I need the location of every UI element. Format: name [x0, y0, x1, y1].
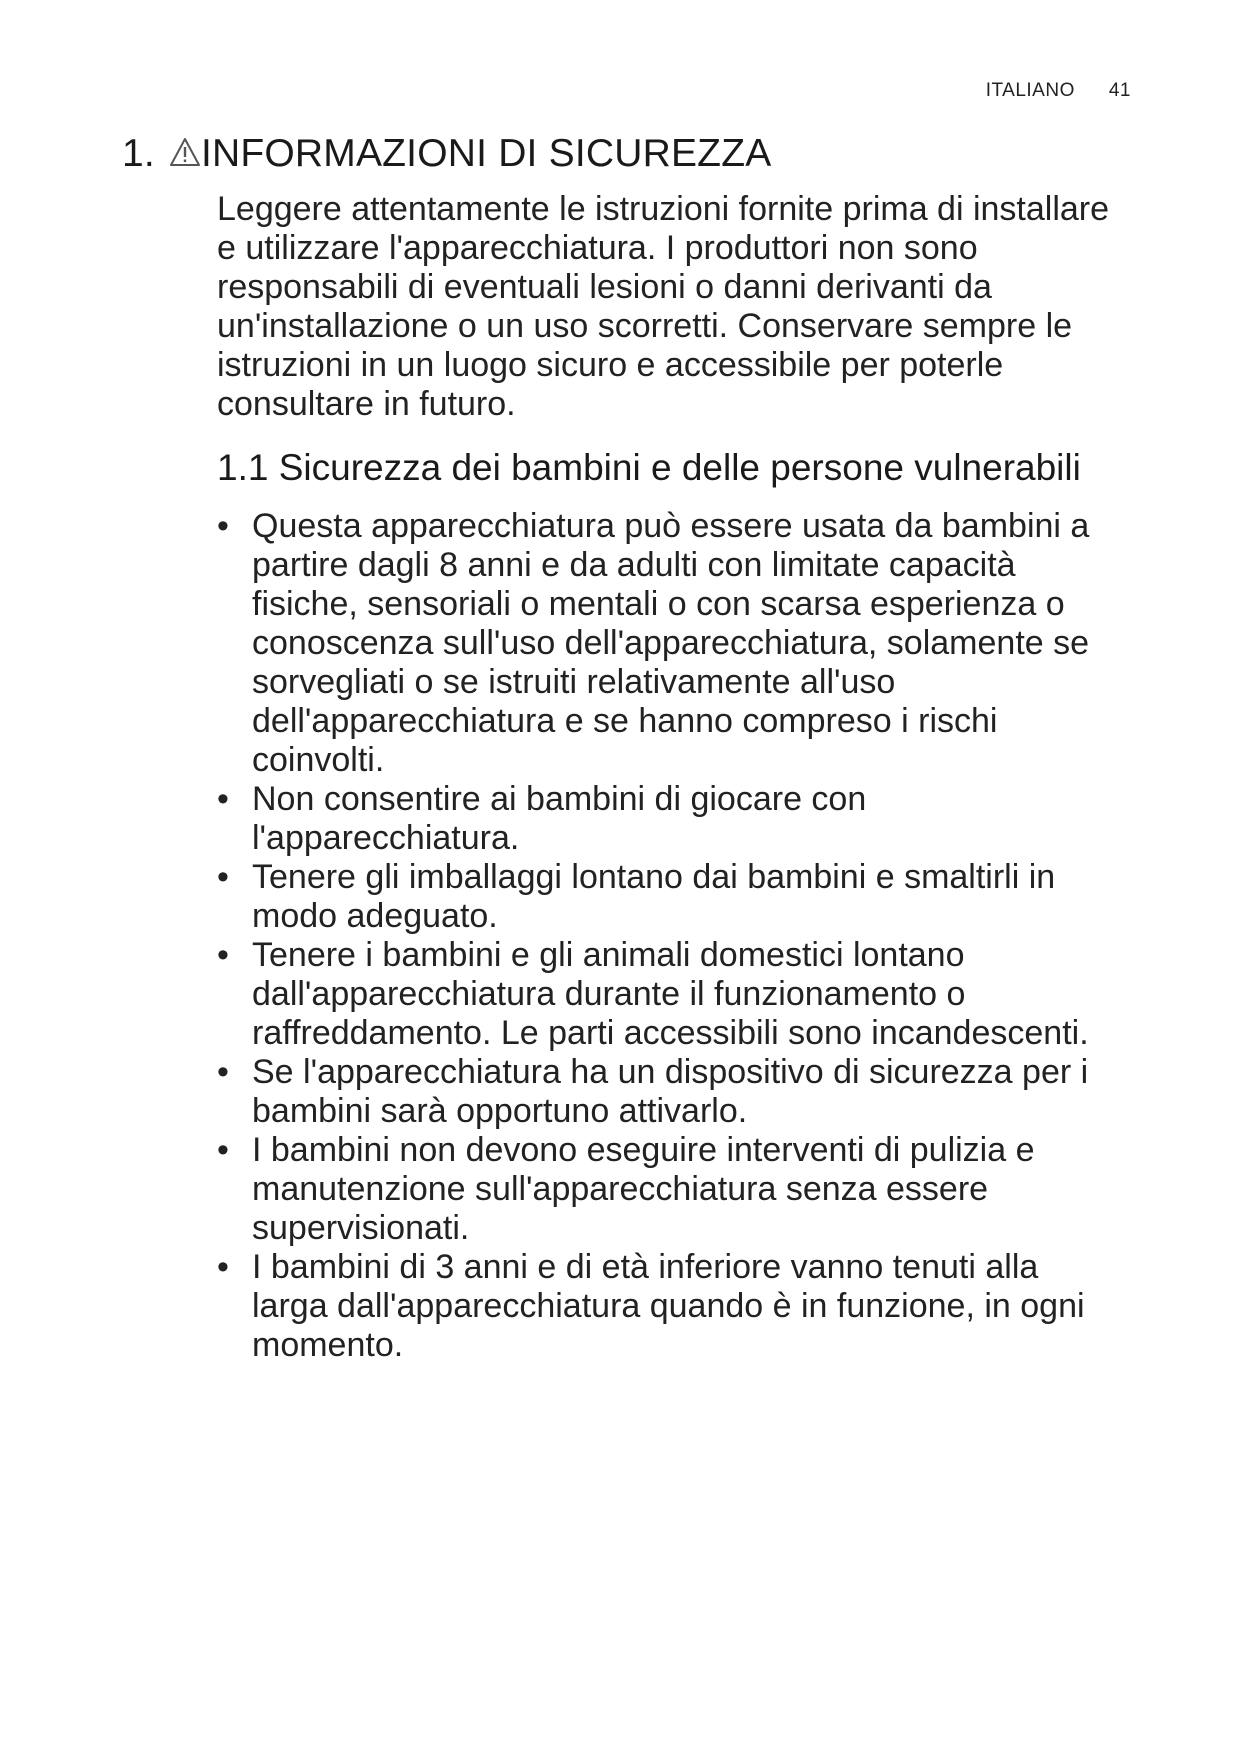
list-item	[217, 1131, 1117, 1248]
bullet-icon: •	[217, 858, 229, 896]
section-title: 1.1 Sicurezza dei bambini e delle persone vulnerabili	[217, 447, 1081, 488]
header-language: ITALIANO	[985, 80, 1075, 101]
bullet-icon: •	[217, 1248, 229, 1286]
chapter-title	[122, 132, 771, 176]
page-number: 41	[1108, 80, 1131, 101]
list-item-text: Tenere gli imballaggi lontano dai bambini e smaltirli in modo adeguato.	[252, 858, 1056, 935]
list-item-text: I bambini di 3 anni e di età inferiore vanno tenuti alla larga dall'apparecchiatura quando è in funzione, in ogni momento.	[252, 1248, 1085, 1364]
chapter-number: 1.	[122, 132, 155, 175]
list-item-text: I bambini non devono eseguire interventi di pulizia e manutenzione sull'apparecchiatura senza essere supervisionati.	[252, 1131, 1035, 1247]
list-item	[217, 936, 1117, 1053]
list-item	[217, 507, 1117, 780]
bullet-icon: •	[217, 1131, 229, 1169]
bullet-icon: •	[217, 507, 229, 545]
list-item	[217, 1248, 1117, 1365]
bullet-icon: •	[217, 1053, 229, 1091]
list-item-text: Questa apparecchiatura può essere usata da bambini a partire dagli 8 anni e da adulti con limitate capacità fisiche, sensoriali o mentali o con scarsa esperienza o conoscenza sull'uso dell'apparecchiatura, solamente se sorvegliati o se istruiti relativamente all'uso dell'apparecchiatura e se hanno compreso i rischi coinvolti.	[252, 507, 1090, 779]
list-item-text: Tenere i bambini e gli animali domestici lontano dall'apparecchiatura durante il funzionamento o raffreddamento. Le parti accessibili sono incandescenti.	[252, 936, 1089, 1052]
intro-paragraph: Leggere attentamente le istruzioni fornite prima di installare e utilizzare l'apparecchiatura. I produttori non sono responsabili di eventuali lesioni o danni derivanti da un'installazione o un uso scorretti. Conservare sempre le istruzioni in un luogo sicuro e accessibile per poterle consultare in futuro.	[217, 190, 1110, 423]
bullet-icon: •	[217, 780, 229, 818]
page-header	[986, 80, 1131, 102]
bullet-icon: •	[217, 936, 229, 974]
list-item	[217, 1053, 1117, 1131]
list-item	[217, 858, 1117, 936]
main-content	[217, 190, 1117, 1365]
warning-triangle-icon	[169, 137, 201, 167]
list-item-text: Non consentire ai bambini di giocare con l'apparecchiatura.	[252, 780, 867, 857]
safety-bullet-list	[217, 507, 1117, 1365]
chapter-title-text: INFORMAZIONI DI SICUREZZA	[200, 132, 772, 175]
list-item	[217, 780, 1117, 858]
list-item-text: Se l'apparecchiatura ha un dispositivo di sicurezza per i bambini sarà opportuno attivarlo.	[252, 1053, 1089, 1130]
